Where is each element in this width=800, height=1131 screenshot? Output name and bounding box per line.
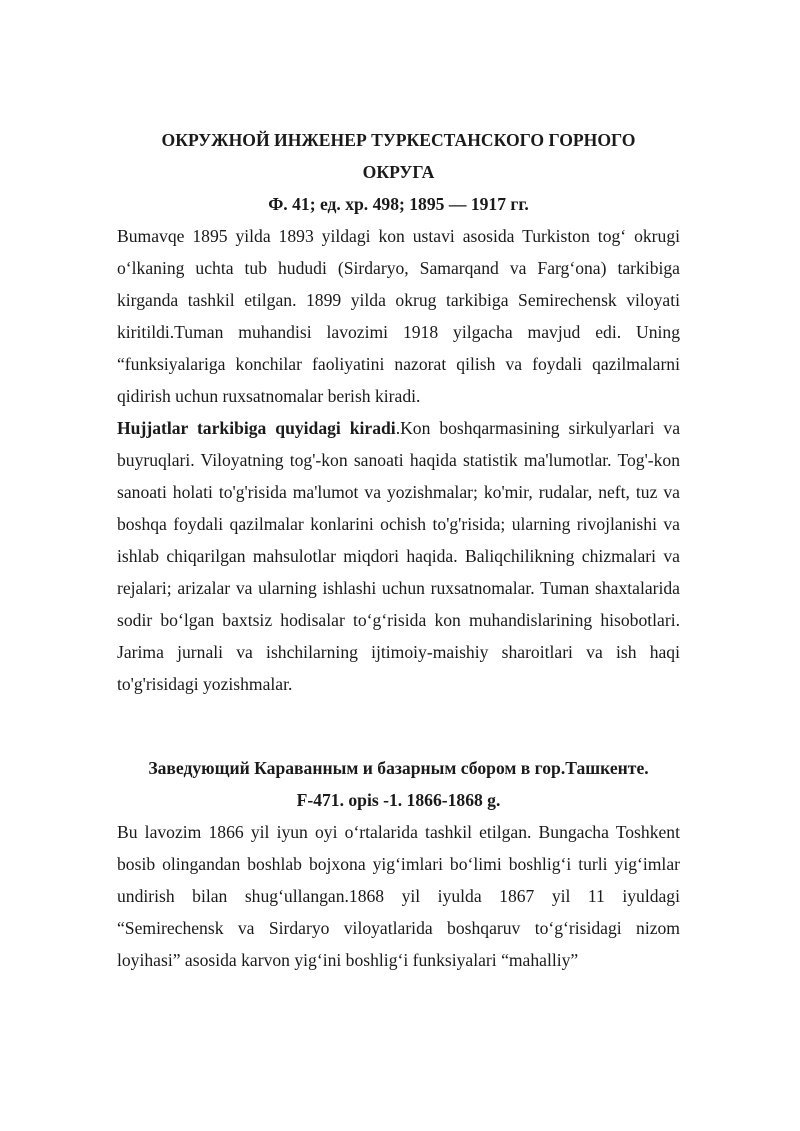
contents-text: .Kon boshqarmasining sirkulyarlari va buyruqlari. Viloyatning tog'-kon sanoati haqida statistik ma'lumotlar. Tog'-kon sanoati holati to'g'risida ma'lumot va yozishmalar; ko'mir, rudalar, neft, tuz va boshqa foydali qazilmalar konlarini ochish to'g'risida; ularning rivojlanishi va ishlab chiqarilgan mahsulotlar miqdori haqida. Baliqchilikning chizmalari va rejalari; arizalar va ularning ishlashi uchun ruxsatnomalar. Tuman shaxtalarida sodir bo‘lgan baxtsiz hodisalar to‘g‘risida kon muhandislarining hisobotlari. Jarima jurnali va ishchilarning ijtimoiy-maishiy sharoitlari va ish haqi to'g'risidagi yozishmalar. [117, 418, 680, 694]
section-title-line-1: ОКРУЖНОЙ ИНЖЕНЕР ТУРКЕСТАНСКОГО ГОРНОГО [161, 130, 636, 150]
section-district-engineer [117, 124, 680, 700]
archive-reference: F-471. opis -1. 1866-1868 g. [296, 790, 501, 810]
section-title [117, 124, 680, 188]
history-paragraph: Bumavqe 1895 yilda 1893 yildagi kon ustavi asosida Turkiston tog‘ okrugi o‘lkaning uchta tub hududi (Sirdaryo, Samarqand va Farg‘ona) tarkibiga kirganda tashkil etilgan. 1899 yilda okrug tarkibiga Semirechensk viloyati kiritildi.Tuman muhandisi lavozimi 1918 yilgacha mavjud edi. Uning “funksiyalariga konchilar faoliyatini nazorat qilish va foydali qazilmalarni qidirish uchun ruxsatnomalar berish kiradi. [117, 226, 680, 406]
contents-lead-in: Hujjatlar tarkibiga quyidagi kiradi [117, 418, 396, 438]
section-title: Заведующий Караванным и базарным сбором в гор.Ташкенте. [148, 758, 649, 778]
archive-reference: Ф. 41; ед. хр. 498; 1895 — 1917 гг. [268, 194, 529, 214]
history-paragraph: Bu lavozim 1866 yil iyun oyi o‘rtalarida tashkil etilgan. Bungacha Toshkent bosib olingandan boshlab bojxona yig‘imlari bo‘limi boshlig‘i turli yig‘imlar undirish bilan shug‘ullangan.1868 yil iyulda 1867 yil 11 iyuldagi “Semirechensk va Sirdaryo viloyatlarida boshqaruv to‘g‘risidagi nizom loyihasi” asosida karvon yig‘ini boshlig‘i funksiyalari “mahalliy” [117, 822, 680, 970]
section-spacer [117, 700, 680, 752]
contents-paragraph [117, 412, 680, 700]
document-page [117, 124, 680, 976]
section-title-line-2: ОКРУГА [362, 162, 435, 182]
section-caravan-fee [117, 752, 680, 976]
